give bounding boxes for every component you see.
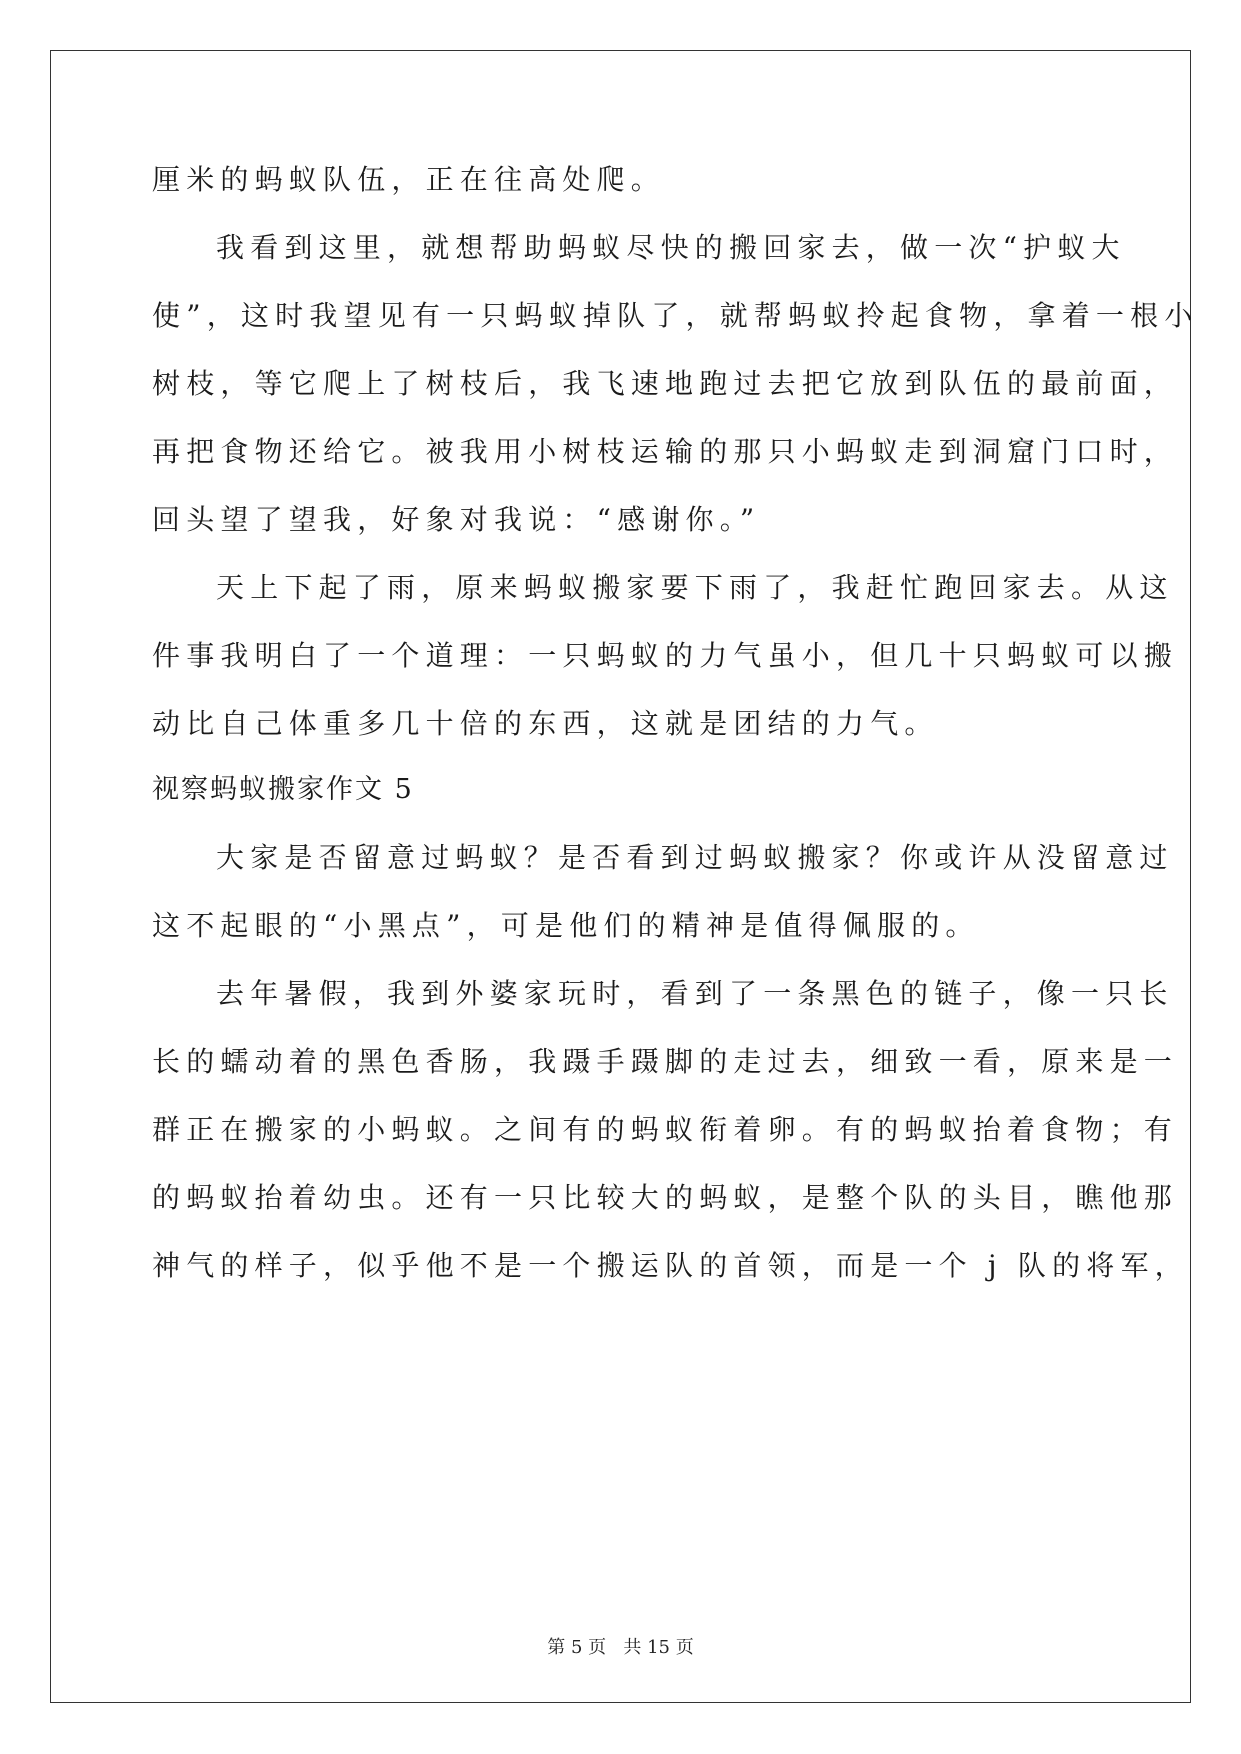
paragraph-first-line: 我看到这里，就想帮助蚂蚁尽快的搬回家去，做一次“护蚁大 [216,231,1126,264]
section-heading: 视察蚂蚁搬家作文 5 [152,774,414,805]
text-line: 这不起眼的“小黑点”，可是他们的精神是值得佩服的。 [152,909,980,942]
text-line: 树枝，等它爬上了树枝后，我飞速地跑过去把它放到队伍的最前面， [152,367,1179,400]
paragraph-first-line: 天上下起了雨，原来蚂蚁搬家要下雨了，我赶忙跑回家去。从这 [216,571,1174,604]
text-line: 使”，这时我望见有一只蚂蚁掉队了，就帮蚂蚁拎起食物，拿着一根小 [152,299,1199,332]
text-line: 再把食物还给它。被我用小树枝运输的那只小蚂蚁走到洞窟门口时， [152,435,1179,468]
paragraph-first-line: 去年暑假，我到外婆家玩时，看到了一条黑色的链子，像一只长 [216,977,1174,1010]
text-line: 厘米的蚂蚁队伍，正在往高处爬。 [152,163,666,196]
text-line: 件事我明白了一个道理：一只蚂蚁的力气虽小，但几十只蚂蚁可以搬 [152,639,1179,672]
page-number: 第 5 页 [547,1637,607,1658]
text-line: 回头望了望我，好象对我说：“感谢你。” [152,503,761,536]
text-line: 长的蠕动着的黑色香肠，我蹑手蹑脚的走过去，细致一看，原来是一 [152,1045,1179,1078]
text-line: 动比自己体重多几十倍的东西，这就是团结的力气。 [152,707,939,740]
text-line: 群正在搬家的小蚂蚁。之间有的蚂蚁衔着卵。有的蚂蚁抬着食物；有 [152,1113,1179,1146]
page-total: 共 15 页 [623,1637,694,1658]
page-footer [0,1636,1241,1660]
paragraph-first-line: 大家是否留意过蚂蚁？是否看到过蚂蚁搬家？你或许从没留意过 [216,841,1174,874]
text-line: 神气的样子，似乎他不是一个搬运队的首领，而是一个 j 队的将军， [152,1249,1189,1282]
text-line: 的蚂蚁抬着幼虫。还有一只比较大的蚂蚁，是整个队的头目，瞧他那 [152,1181,1179,1214]
